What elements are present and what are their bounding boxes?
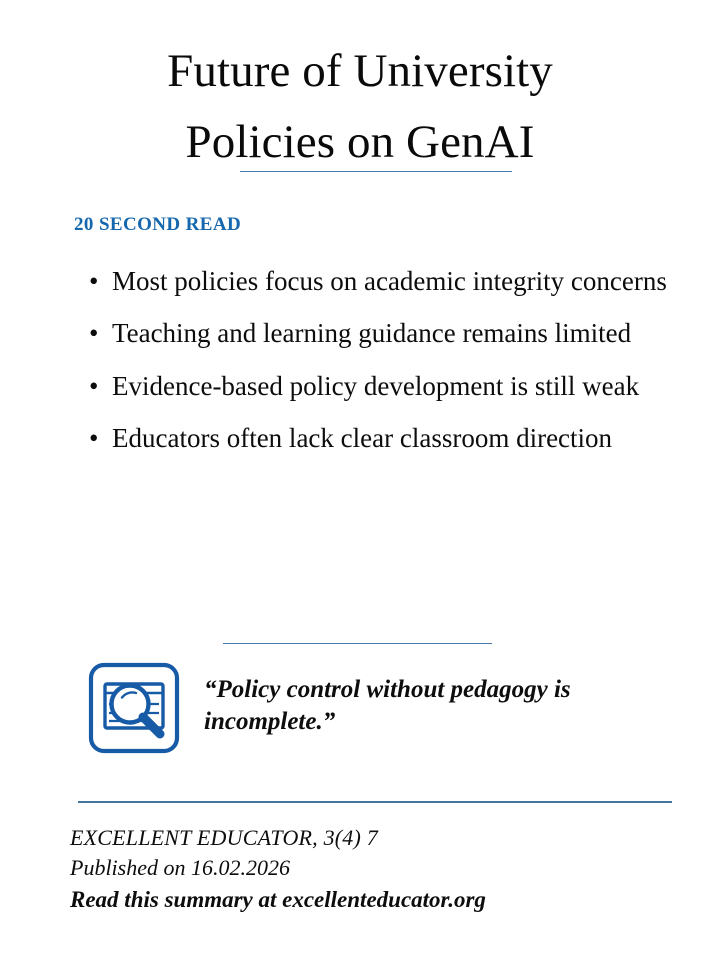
title-divider [240,171,512,172]
title-line-2: Policies on GenAI [185,116,535,169]
list-item [86,367,686,405]
quote-divider [223,643,492,644]
footer-divider [78,801,672,803]
list-item [86,419,686,457]
list-item-label: Evidence-based policy development is still weak [112,370,640,401]
list-item-label: Teaching and learning guidance remains limited [112,318,632,349]
bullet-icon: • [89,422,99,453]
read-time-kicker: 20 SECOND READ [74,214,242,235]
document-magnifier-icon [86,660,182,756]
publication-date: Published on 16.02.2026 [70,855,290,881]
title-line-1: Future of University [167,45,553,97]
list-item [86,262,686,300]
list-item-label: Educators often lack clear classroom direction [112,422,613,453]
list-item [86,314,686,352]
bullet-icon: • [89,266,99,296]
pull-quote-text: “Policy control without pedagogy is incomplete.” [204,676,571,735]
journal-citation: EXCELLENT EDUCATOR, 3(4) 7 [70,825,378,850]
footer [70,823,690,915]
key-points-list [86,262,686,457]
page-title [40,36,680,179]
bullet-icon: • [89,370,99,401]
list-item-label: Most policies focus on academic integrity concerns [112,266,667,296]
pull-quote [86,660,686,784]
read-more-link[interactable]: Read this summary at excellenteducator.org [70,886,486,912]
bullet-icon: • [89,318,99,349]
